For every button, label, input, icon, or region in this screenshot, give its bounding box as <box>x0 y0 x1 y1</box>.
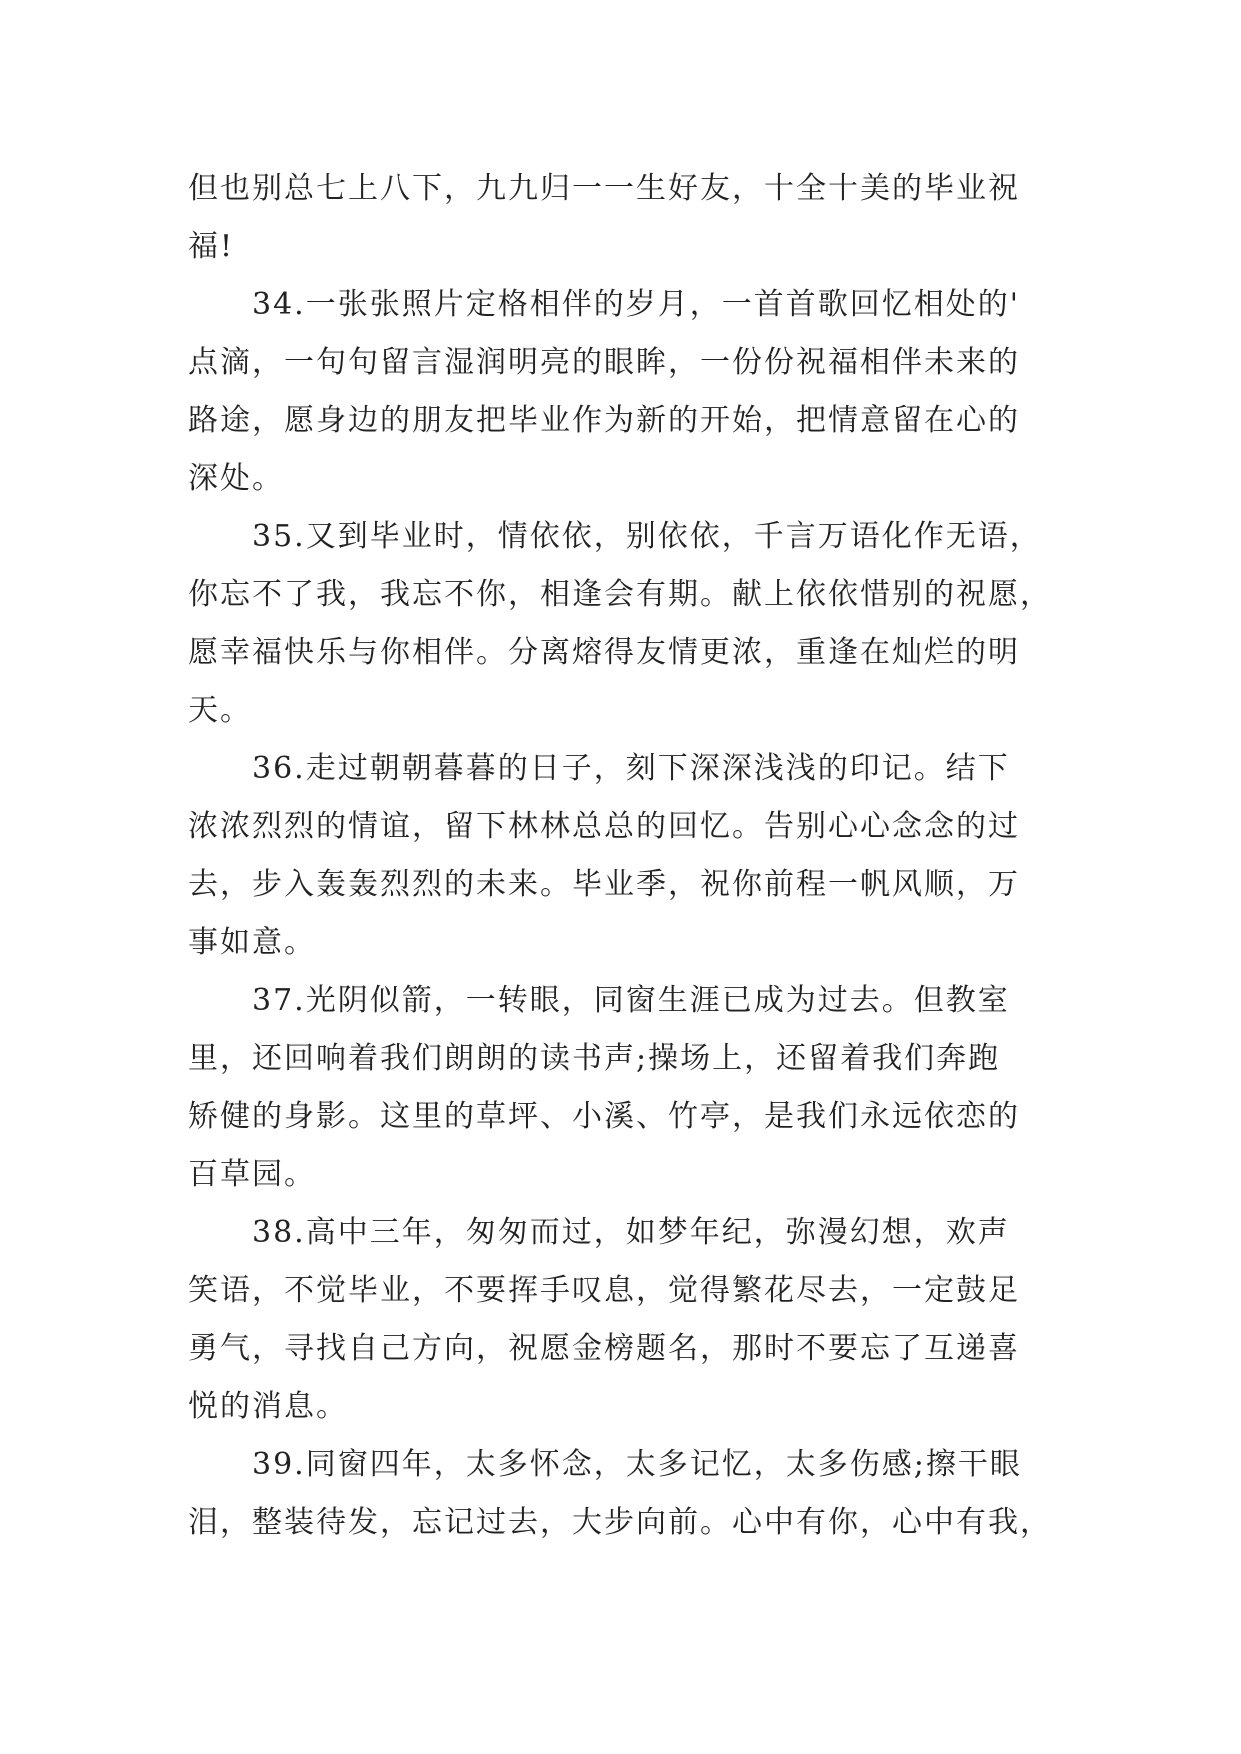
paragraph-38-start: 38.高中三年，匆匆而过，如梦年纪，弥漫幻想，欢声 <box>252 1215 1010 1250</box>
text-line: 愿幸福快乐与你相伴。分离熔得友情更浓，重逢在灿烂的明 <box>188 635 1020 670</box>
text-line: 但也别总七上八下，九九归一一生好友，十全十美的毕业祝 <box>188 171 1020 206</box>
text-line: 深处。 <box>188 461 284 496</box>
text-line: 浓浓烈烈的情谊，留下林林总总的回忆。告别心心念念的过 <box>188 809 1020 844</box>
paragraph-39-start: 39.同窗四年，太多怀念，太多记忆，太多伤感;擦干眼 <box>252 1447 1022 1482</box>
text-line: 泪，整装待发，忘记过去，大步向前。心中有你，心中有我， <box>188 1505 1052 1540</box>
text-line: 天。 <box>188 693 252 728</box>
text-line: 点滴，一句句留言湿润明亮的眼眸，一份份祝福相伴未来的 <box>188 345 1020 380</box>
text-line: 勇气，寻找自己方向，祝愿金榜题名，那时不要忘了互递喜 <box>188 1331 1020 1366</box>
text-line: 悦的消息。 <box>188 1389 348 1424</box>
text-line: 百草园。 <box>188 1157 316 1192</box>
text-line: 事如意。 <box>188 925 316 960</box>
text-line: 矫健的身影。这里的草坪、小溪、竹亭，是我们永远依恋的 <box>188 1099 1020 1134</box>
body-text <box>188 160 1052 1552</box>
text-line: 路途，愿身边的朋友把毕业作为新的开始，把情意留在心的 <box>188 403 1020 438</box>
paragraph-35-start: 35.又到毕业时，情依依，别依依，千言万语化作无语， <box>252 519 1042 554</box>
text-line: 去，步入轰轰烈烈的未来。毕业季，祝你前程一帆风顺，万 <box>188 867 1020 902</box>
text-line: 你忘不了我，我忘不你，相逢会有期。献上依依惜别的祝愿， <box>188 577 1052 612</box>
text-line: 里，还回响着我们朗朗的读书声;操场上，还留着我们奔跑 <box>188 1041 1001 1076</box>
text-line: 笑语，不觉毕业，不要挥手叹息，觉得繁花尽去，一定鼓足 <box>188 1273 1020 1308</box>
paragraph-36-start: 36.走过朝朝暮暮的日子，刻下深深浅浅的印记。结下 <box>252 751 1010 786</box>
paragraph-34-start: 34.一张张照片定格相伴的岁月，一首首歌回忆相处的' <box>252 287 1020 322</box>
text-line: 福! <box>188 229 235 264</box>
paragraph-37-start: 37.光阴似箭，一转眼，同窗生涯已成为过去。但教室 <box>252 983 1010 1018</box>
